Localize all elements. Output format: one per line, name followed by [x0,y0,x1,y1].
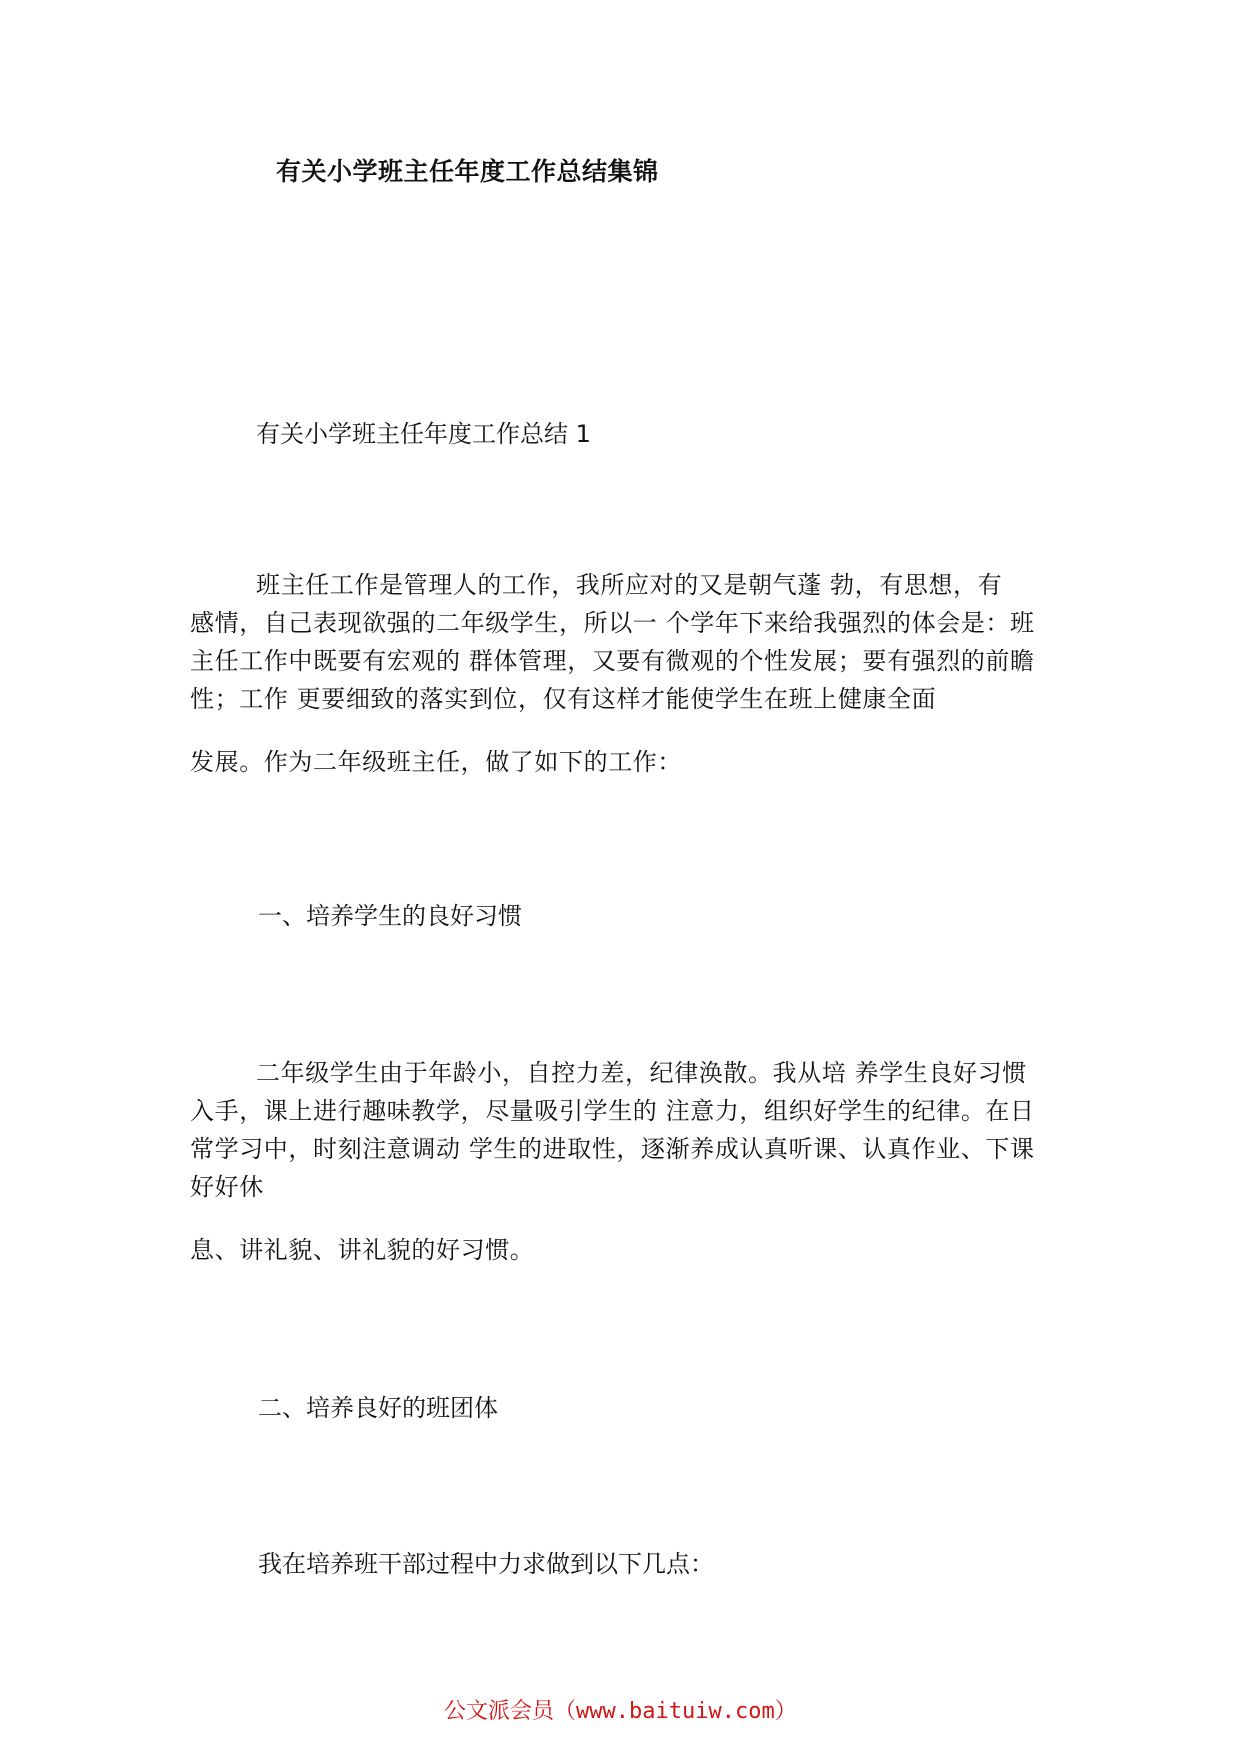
footer-url[interactable]: www.baituiw.com [576,1699,775,1724]
paragraph-2 [190,1054,1050,1206]
footer-close: ） [774,1699,797,1724]
footer-label: 公文派会员（ [444,1699,577,1724]
paragraph-line: 主任工作中既要有宏观的 群体管理，又要有微观的个性发展；要有强烈的前瞻 [190,647,1035,675]
heading-2: 二、培养良好的班团体 [258,1394,498,1422]
heading-1: 一、培养学生的良好习惯 [258,902,522,930]
paragraph-1 [190,566,1050,718]
section-subtitle: 有关小学班主任年度工作总结 1 [256,420,591,448]
paragraph-line: 性；工作 更要细致的落实到位，仅有这样才能使学生在班上健康全面 [190,685,937,713]
paragraph-line: 班主任工作是管理人的工作，我所应对的又是朝气蓬 勃，有思想，有 [256,571,1003,599]
paragraph-line: 二年级学生由于年龄小，自控力差，纪律涣散。我从培 养学生良好习惯 [256,1059,1027,1087]
paragraph-line: 入手，课上进行趣味教学，尽量吸引学生的 注意力，组织好学生的纪律。在日 [190,1097,1035,1125]
paragraph-2-last-line: 息、讲礼貌、讲礼貌的好习惯。 [190,1236,535,1264]
document-title: 有关小学班主任年度工作总结集锦 [276,157,659,186]
paragraph-3: 我在培养班干部过程中力求做到以下几点： [258,1550,714,1578]
footer-watermark [444,1694,797,1725]
paragraph-line: 好好休 [190,1173,264,1201]
paragraph-1-last-line: 发展。作为二年级班主任，做了如下的工作： [190,748,682,776]
paragraph-line: 常学习中，时刻注意调动 学生的进取性，逐渐养成认真听课、认真作业、下课 [190,1135,1035,1163]
paragraph-line: 感情，自己表现欲强的二年级学生，所以一 个学年下来给我强烈的体会是：班 [190,609,1035,637]
